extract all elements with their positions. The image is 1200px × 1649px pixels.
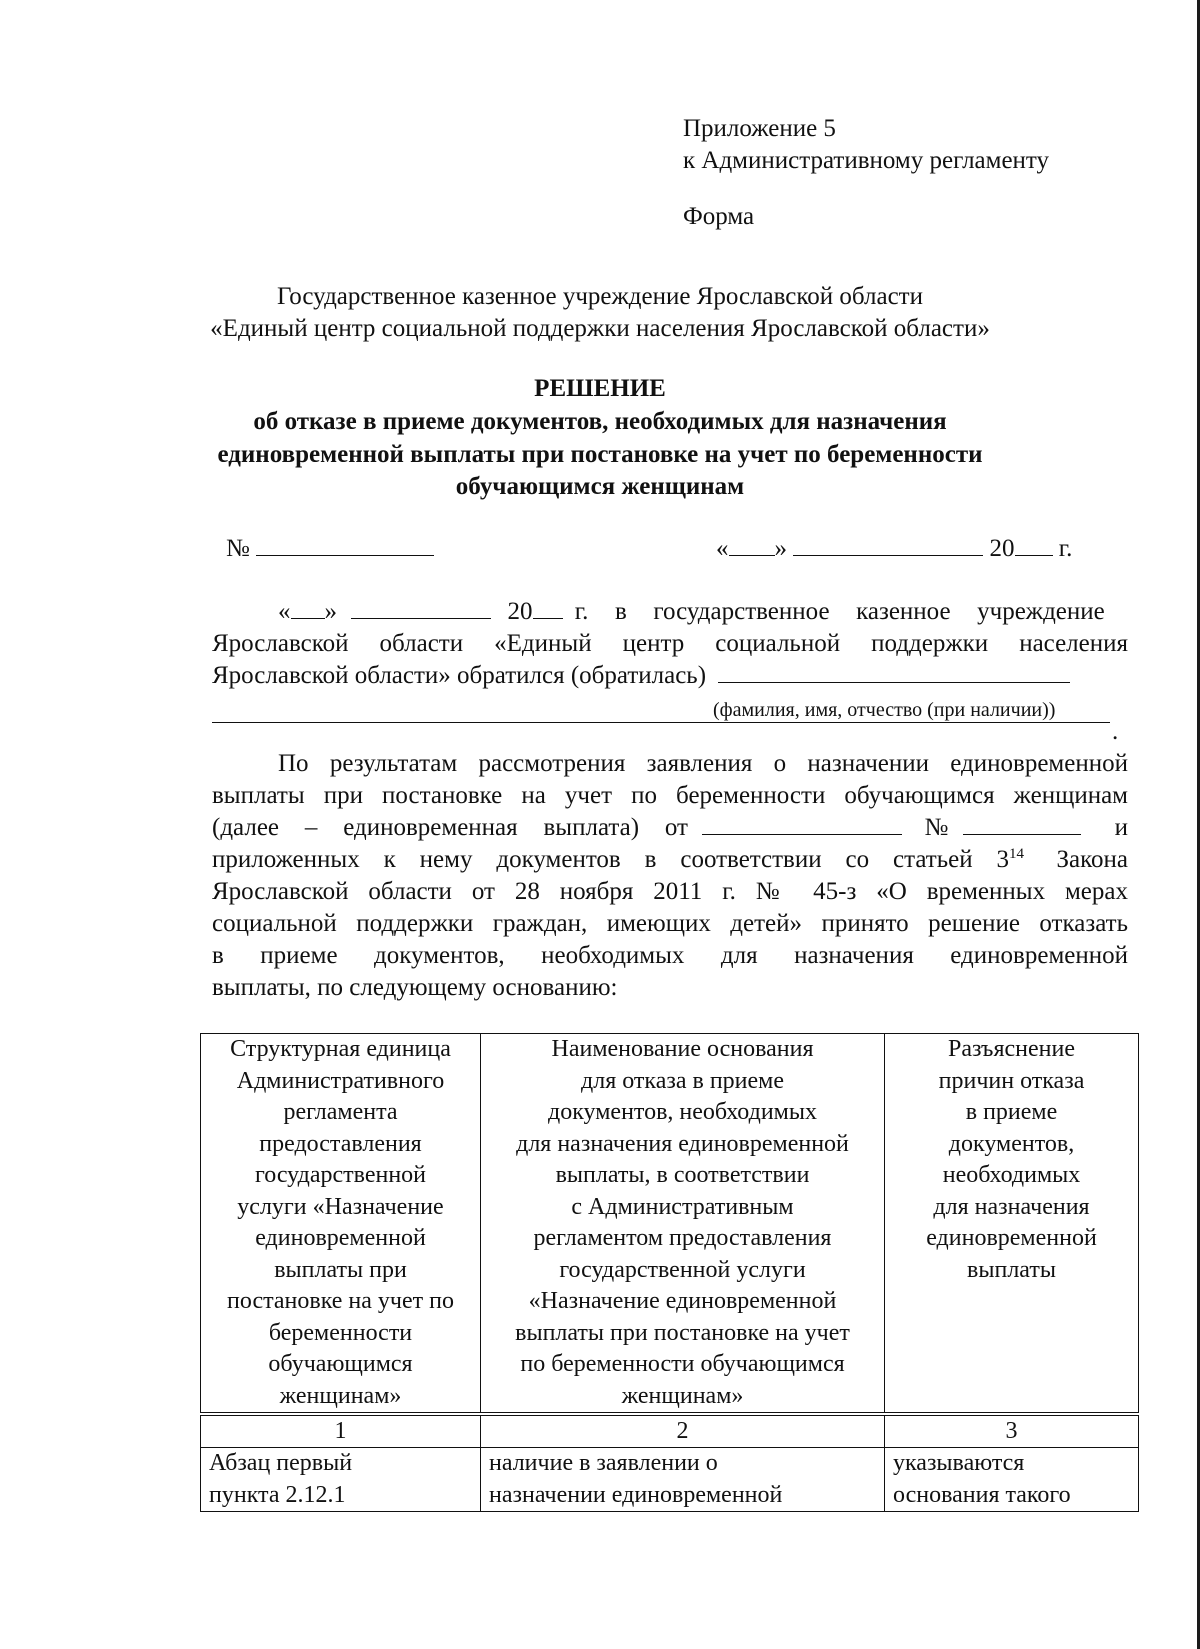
intro-line-1 — [278, 596, 1105, 628]
cell-text-line: предоставления — [259, 1130, 422, 1157]
document-subtitle-3: обучающимся женщинам — [455, 473, 745, 500]
document-title: РЕШЕНИЕ — [534, 375, 666, 402]
cell-text-line: постановке на учет по — [227, 1288, 454, 1314]
column-number-3: 3 — [885, 1414, 1139, 1448]
article-superscript: 14 — [1009, 846, 1024, 862]
intro-line-3 — [212, 660, 1070, 692]
body-line-3-text: (далее – единовременная выплата) от — [212, 814, 688, 841]
year-prefix: 20 — [989, 535, 1015, 562]
number-blank — [256, 533, 434, 556]
date-field — [716, 533, 1072, 565]
application-number-sign: № — [924, 814, 949, 841]
column-number-2: 2 — [481, 1414, 885, 1448]
document-subtitle-1: об отказе в приеме документов, необходимых для назначения — [253, 408, 947, 435]
body-line-4 — [212, 844, 1128, 876]
cell-text-line: для отказа в приеме — [581, 1067, 784, 1094]
institution-line-2: «Единый центр социальной поддержки населения Ярославской области» — [210, 315, 990, 342]
cell-text-line: единовременной — [255, 1225, 426, 1251]
regulation-reference: к Административному регламенту — [683, 147, 1050, 174]
cell-text-line: в приеме — [965, 1099, 1058, 1125]
cell-text-line: выплаты при постановке на учет — [515, 1319, 850, 1346]
cell-text-line: государственной — [254, 1162, 427, 1188]
cell-text-line: женщинам» — [621, 1382, 744, 1409]
body-line-6: социальной поддержки граждан, имеющих детей» принято решение отказать — [212, 910, 1128, 937]
body-line-5: Ярославской области от 28 ноября 2011 г. № 45-з «О временных мерах — [212, 878, 1128, 905]
day-blank — [729, 533, 775, 556]
body-line-3 — [212, 812, 1128, 844]
applicant-name-caption: (фамилия, имя, отчество (при наличии)) — [713, 699, 1056, 721]
body-line-7: в приеме документов, необходимых для назначения единовременной — [212, 942, 1128, 969]
application-date-blank — [702, 812, 902, 835]
body-line-2: выплаты при постановке на учет по беременности обучающимся женщинам — [212, 782, 1128, 809]
body-line-4-text: приложенных к нему документов в соответствии со статьей $3^{14}$ — [212, 846, 1024, 873]
year-blank — [1015, 533, 1053, 556]
row-cell-ground-name — [481, 1448, 885, 1512]
intro-year-blank — [533, 596, 563, 619]
intro-line-3-text: Ярославской области» обратился (обратилась) — [212, 662, 707, 689]
intro-line-1-text: г. в государственное казенное учреждение — [574, 598, 1105, 625]
table-column-numbers-row — [201, 1414, 1139, 1448]
cell-text-line: беременности — [268, 1319, 413, 1346]
cell-text-line: Структурная единица — [230, 1036, 451, 1062]
cell-text-line: государственной услуги — [559, 1256, 806, 1283]
cell-text-line: основания такого — [893, 1481, 1071, 1508]
appendix-label: Приложение 5 — [683, 115, 836, 142]
cell-text-line: документов, необходимых — [548, 1099, 817, 1125]
row-cell-explanation — [885, 1448, 1139, 1512]
cell-text-line: «Назначение единовременной — [528, 1288, 837, 1314]
body-line-3-and: и — [1114, 814, 1128, 841]
number-sign: № — [226, 535, 250, 562]
cell-text-line: единовременной — [926, 1225, 1097, 1251]
cell-text-line: необходимых — [942, 1162, 1081, 1188]
document-subtitle-2: единовременной выплаты при постановке на учет по беременности — [217, 441, 983, 468]
cell-text-line: по беременности обучающимся — [520, 1351, 845, 1377]
intro-day-blank — [291, 596, 325, 619]
cell-text-line: с Административным — [571, 1193, 794, 1220]
cell-text-line: Административного — [236, 1067, 445, 1094]
intro-line-2: Ярославской области «Единый центр социальной поддержки населения — [212, 630, 1128, 657]
applicant-name-continuation-blank — [212, 722, 1110, 723]
cell-text-line: наличие в заявлении о — [489, 1450, 718, 1476]
cell-text-line: выплаты при — [274, 1256, 407, 1283]
cell-text-line: регламентом предоставления — [533, 1225, 832, 1251]
number-field — [226, 533, 434, 565]
institution-line-1: Государственное казенное учреждение Ярославской области — [277, 283, 923, 310]
cell-text-line: Абзац первый — [209, 1450, 353, 1476]
header-cell-explanation — [885, 1034, 1139, 1415]
header-cell-structural-unit — [201, 1034, 481, 1415]
intro-year-prefix: 20 — [507, 598, 533, 625]
table-header-row — [201, 1034, 1139, 1415]
intro-end-dot: . — [1112, 718, 1119, 745]
body-line-8: выплаты, по следующему основанию: — [212, 974, 618, 1001]
year-suffix: г. — [1058, 535, 1073, 562]
application-number-blank — [963, 812, 1081, 835]
cell-text-line: указываются — [893, 1450, 1025, 1476]
intro-quote-open: « — [278, 598, 291, 625]
refusal-grounds-table — [200, 1033, 1139, 1512]
cell-text-line: Разъяснение — [947, 1036, 1075, 1062]
column-number-1: 1 — [201, 1414, 481, 1448]
cell-text-line: документов, — [948, 1130, 1075, 1157]
cell-text-line: выплаты, в соответствии — [555, 1162, 810, 1188]
intro-month-blank — [351, 596, 491, 619]
cell-text-line: выплаты — [967, 1256, 1056, 1283]
cell-text-line: Наименование основания — [551, 1036, 814, 1062]
intro-quote-close: » — [324, 598, 337, 625]
body-line-4-law: Закона — [1056, 846, 1128, 873]
cell-text-line: для назначения — [933, 1193, 1090, 1220]
cell-text-line: причин отказа — [938, 1067, 1085, 1094]
form-label: Форма — [683, 203, 755, 230]
cell-text-line: для назначения единовременной — [516, 1130, 849, 1157]
month-blank — [793, 533, 983, 556]
body-line-1: По результатам рассмотрения заявления о назначении единовременной — [278, 750, 1128, 777]
table-row — [201, 1448, 1139, 1512]
cell-text-line: женщинам» — [279, 1382, 402, 1409]
quote-close: » — [774, 535, 787, 562]
cell-text-line: обучающимся — [268, 1351, 413, 1377]
cell-text-line: регламента — [283, 1099, 398, 1125]
cell-text-line: услуги «Назначение — [237, 1193, 444, 1220]
row-cell-structural-unit — [201, 1448, 481, 1512]
quote-open: « — [716, 535, 729, 562]
cell-text-line: назначении единовременной — [489, 1481, 783, 1508]
header-cell-ground-name — [481, 1034, 885, 1415]
cell-text-line: пункта 2.12.1 — [209, 1481, 346, 1508]
applicant-name-blank — [718, 660, 1070, 683]
